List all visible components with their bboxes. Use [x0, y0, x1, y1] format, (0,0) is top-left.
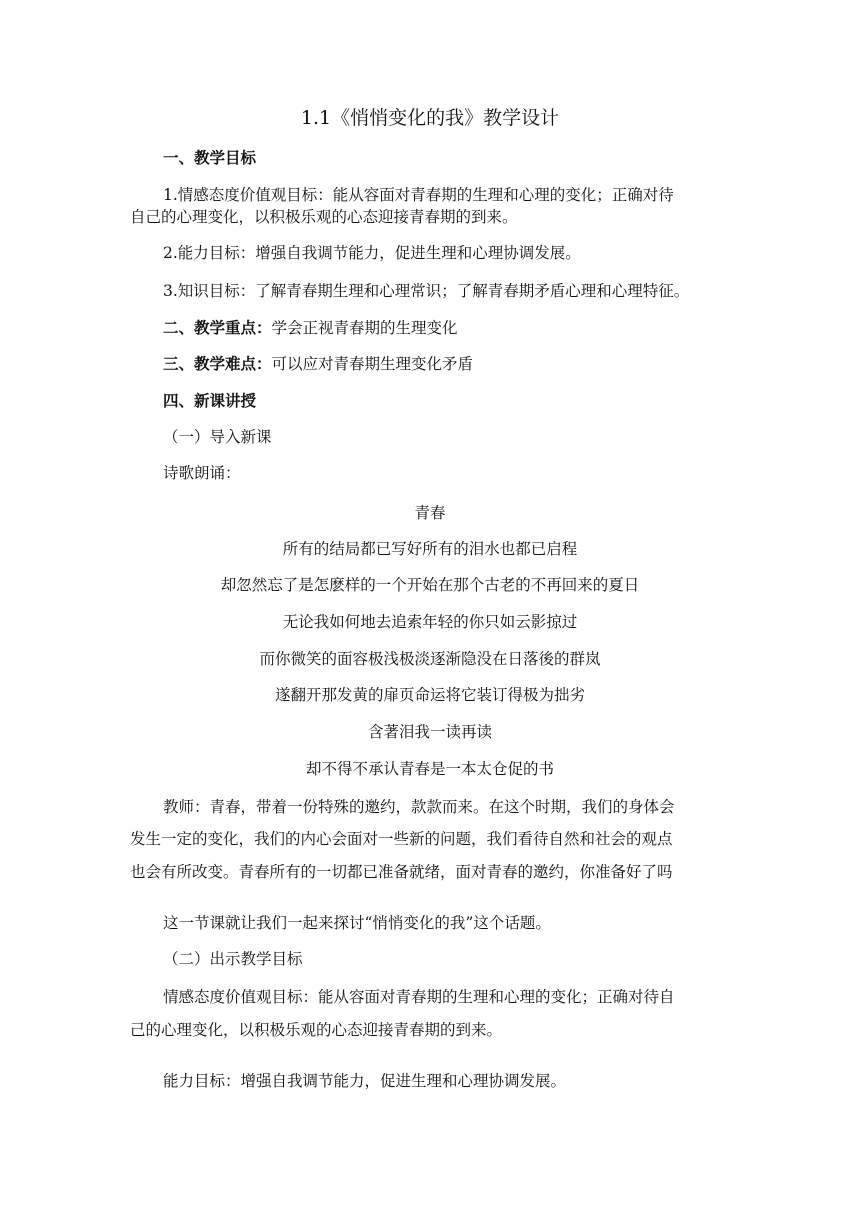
poem-title: 青春: [414, 504, 446, 522]
goal-1-line-1: 情感态度价值观目标：能从容面对青春期的生理和心理的变化；正确对待自: [163, 988, 675, 1006]
section-heading-difficulties: [163, 351, 473, 377]
section-heading-new-lesson: 四、新课讲授: [163, 391, 257, 410]
section-heading-objectives: 一、教学目标: [163, 148, 257, 167]
poem-line: 无论我如何地去追索年轻的你只如云影掠过: [282, 613, 578, 631]
section-heading-key-points: [163, 315, 458, 341]
poem-line: 却忽然忘了是怎麽样的一个开始在那个古老的不再回来的夏日: [220, 576, 640, 594]
document-title: 1.1《悄悄变化的我》教学设计: [300, 107, 560, 129]
difficulties-label: 三、教学难点：: [163, 354, 272, 373]
teacher-paragraph-line-4: 这一节课就让我们一起来探讨“悄悄变化的我”这个话题。: [163, 914, 551, 932]
poem-line: 却不得不承认青春是一本太仓促的书: [305, 760, 554, 778]
subheading-introduction: （一）导入新课: [163, 428, 272, 446]
teacher-paragraph-line-2: 发生一定的变化，我们的内心会面对一些新的问题，我们看待自然和社会的观点: [130, 830, 673, 848]
poem-intro: 诗歌朗诵：: [163, 464, 241, 482]
key-points-label: 二、教学重点：: [163, 318, 272, 337]
objective-1-line-1: 1.情感态度价值观目标：能从容面对青春期的生理和心理的变化；正确对待: [163, 186, 674, 204]
key-points-text: 学会正视青春期的生理变化: [271, 319, 458, 337]
goal-1-line-2: 己的心理变化，以积极乐观的心态迎接青春期的到来。: [130, 1021, 503, 1039]
goal-2: 能力目标：增强自我调节能力，促进生理和心理协调发展。: [163, 1072, 567, 1090]
poem-line: 遂翻开那发黄的扉页命运将它装订得极为拙劣: [274, 686, 585, 704]
poem-line: 所有的结局都已写好所有的泪水也都已启程: [282, 540, 578, 558]
teacher-paragraph-line-3: 也会有所改变。青春所有的一切都已准备就绪，面对青春的邀约，你准备好了吗: [130, 863, 673, 881]
poem-line: 而你微笑的面容极浅极淡逐渐隐没在日落後的群岚: [259, 650, 601, 668]
objective-1-line-2: 自己的心理变化，以积极乐观的心态迎接青春期的到来。: [130, 208, 518, 226]
teacher-paragraph-line-1: 教师：青春，带着一份特殊的邀约，款款而来。在这个时期，我们的身体会: [163, 798, 675, 816]
difficulties-text: 可以应对青春期生理变化矛盾: [271, 355, 474, 373]
subheading-show-objectives: （二）出示教学目标: [163, 950, 303, 968]
objective-2: 2.能力目标：增强自我调节能力，促进生理和心理协调发展。: [163, 244, 581, 262]
objective-3: 3.知识目标：了解青春期生理和心理常识；了解青春期矛盾心理和心理特征。: [163, 282, 690, 300]
poem-line: 含著泪我一读再读: [367, 723, 492, 741]
